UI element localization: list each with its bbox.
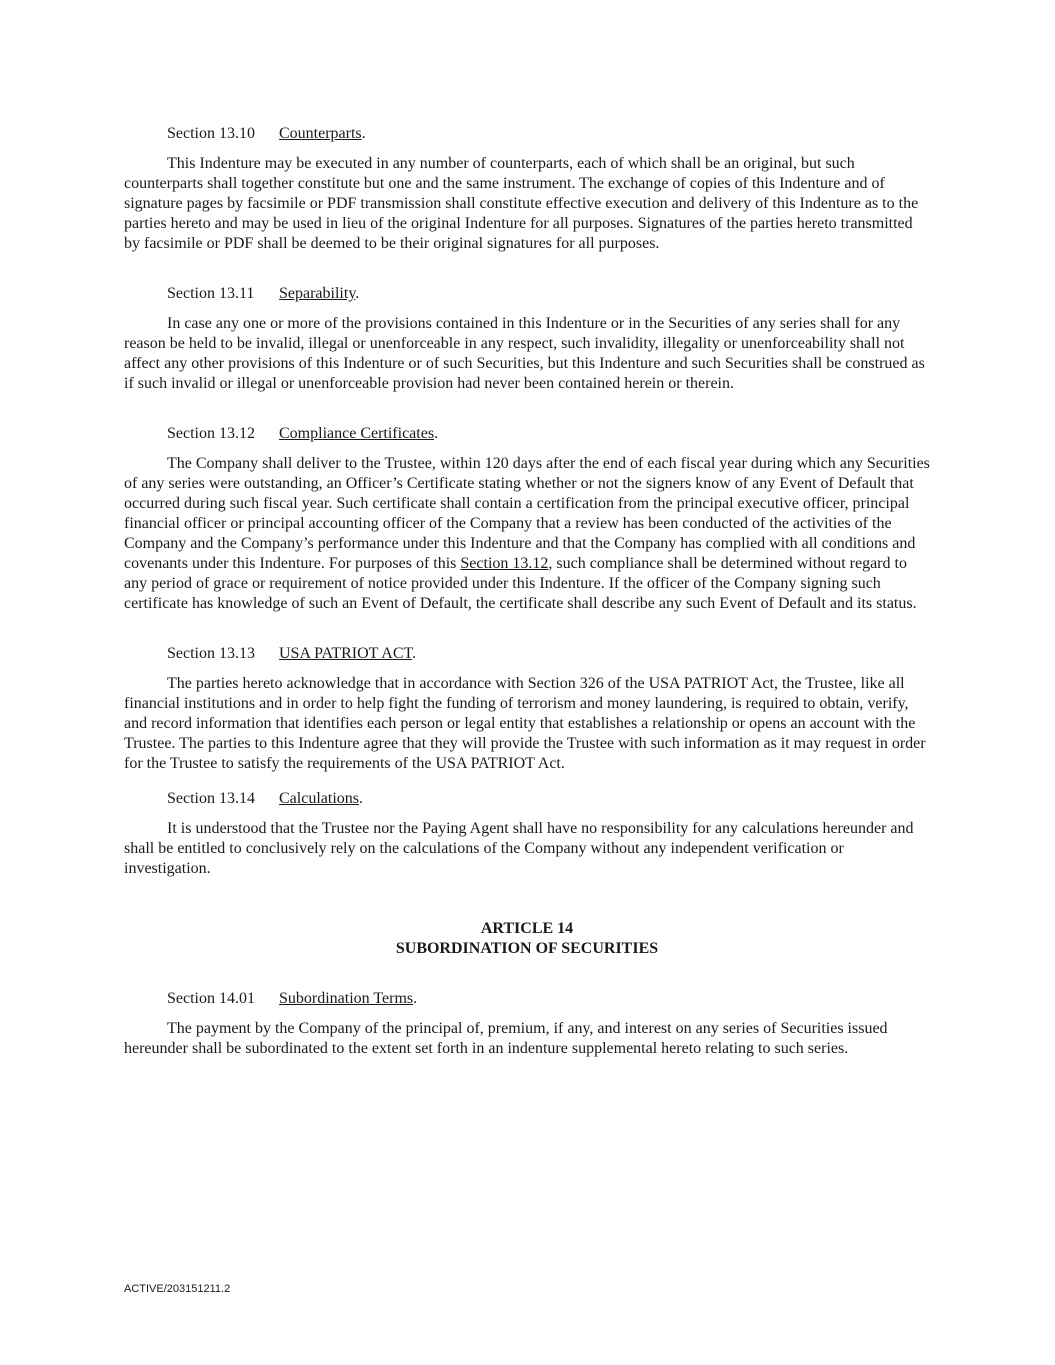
article-number: ARTICLE 14 [480,920,574,937]
document-page [124,124,930,1059]
section-title: Subordination Terms [279,990,414,1007]
section-title: Compliance Certificates [279,425,435,442]
section-heading-13-14: Section 13.14 Calculations. [167,790,363,807]
body-text: , such compliance shall be determined without regard to any period of grace or requirement of notice provided under this Indenture. If the officer of the Company signing such certificate has knowledge of such an Event of Default, the certificate shall describe any such Event of Default and its status. [124,555,917,612]
section-title: USA PATRIOT ACT [279,645,413,662]
section-heading-13-10: Section 13.10 Counterparts. [167,125,366,142]
section-heading-13-11: Section 13.11 Separability. [167,285,360,302]
section-number: Section 13.13 [167,645,255,662]
section-heading-13-12: Section 13.12 Compliance Certificates. [167,425,439,442]
section-body-13-14: It is understood that the Trustee nor the Paying Agent shall have no responsibility for any calculations hereunder and shall be entitled to conclusively rely on the calculations of the Company without any independent verification or investigation. [124,820,914,877]
section-body-13-10: This Indenture may be executed in any number of counterparts, each of which shall be an original, but such counterparts shall together constitute but one and the same instrument. The exchange of copies of this Indenture and of signature pages by facsimile or PDF transmission shall constitute effective execution and delivery of this Indenture as to the parties hereto and may be used in lieu of the original Indenture for all purposes. Signatures of the parties hereto transmitted by facsimile or PDF shall be deemed to be their original signatures for all purposes. [124,155,919,252]
body-text: The Company shall deliver to the Trustee, within 120 days after the end of each fiscal year during which any Securities of any series were outstanding, an Officer’s Certificate stating whether or not the signers know of any Event of Default that occurred during such fiscal year. Such certificate shall contain a certification from the principal executive officer, principal financial officer or principal accounting officer of the Company that a review has been conducted of the activities of the Company and the Company’s performance under this Indenture and that the Company has complied with all conditions and covenants under this Indenture. For purposes of this [124,455,930,572]
section-number: Section 13.14 [167,790,255,807]
article-title: SUBORDINATION OF SECURITIES [395,940,659,957]
section-heading-14-01: Section 14.01 Subordination Terms. [167,990,418,1007]
document-footer-id: ACTIVE/203151211.2 [124,1283,231,1295]
article-heading [124,919,930,959]
section-body-14-01: The payment by the Company of the principal of, premium, if any, and interest on any series of Securities issued hereunder shall be subordinated to the extent set forth in an indenture supplemental hereto relating to such series. [124,1020,888,1057]
section-body-13-12 [124,454,930,614]
section-number: Section 13.11 [167,285,255,302]
section-body-13-13: The parties hereto acknowledge that in accordance with Section 326 of the USA PATRIOT Act, the Trustee, like all financial institutions and in order to help fight the funding of terrorism and money laundering, is required to obtain, verify, and record information that identifies each person or legal entity that establishes a relationship or opens an account with the Trustee. The parties to this Indenture agree that they will provide the Trustee with such information as it may request in order for the Trustee to satisfy the requirements of the USA PATRIOT Act. [124,675,926,772]
section-number: Section 14.01 [167,990,255,1007]
section-number: Section 13.12 [167,425,255,442]
section-number: Section 13.10 [167,125,255,142]
section-title: Calculations [279,790,359,807]
cross-reference-link[interactable]: Section 13.12 [460,555,549,572]
section-title: Counterparts [279,125,362,142]
section-title: Separability [279,285,356,302]
section-heading-13-13: Section 13.13 USA PATRIOT ACT. [167,645,417,662]
section-body-13-11: In case any one or more of the provisions contained in this Indenture or in the Securities of any series shall for any reason be held to be invalid, illegal or unenforceable in any respect, such invalidity, illegality or unenforceability shall not affect any other provisions of this Indenture or of such Securities, but this Indenture and such Securities shall be construed as if such invalid or illegal or unenforceable provision had never been contained herein or therein. [124,315,925,392]
